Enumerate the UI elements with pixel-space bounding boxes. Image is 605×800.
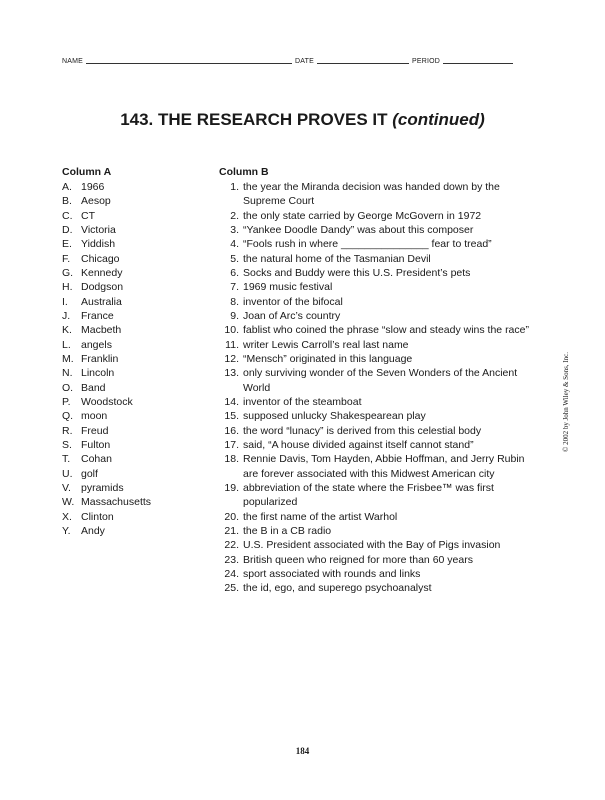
column-b-item xyxy=(219,295,529,309)
column-b-item xyxy=(219,581,529,595)
column-a-item xyxy=(62,438,151,452)
column-a-item xyxy=(62,252,151,266)
column-a-answer: Victoria xyxy=(81,223,116,236)
column-a-heading: Column A xyxy=(62,166,112,178)
column-a-answer: Yiddish xyxy=(81,238,116,251)
column-b-item xyxy=(219,223,529,237)
column-a-letter: X. xyxy=(62,510,72,523)
column-a-item xyxy=(62,381,151,395)
column-b-item xyxy=(219,366,529,395)
column-b-item xyxy=(219,481,529,510)
column-b-item xyxy=(219,209,529,223)
column-a-answer: Macbeth xyxy=(81,324,122,337)
column-b-clue: said, “A house divided against itself cannot stand” xyxy=(243,438,474,451)
column-b-clue: inventor of the bifocal xyxy=(243,295,343,308)
column-b-item xyxy=(219,237,529,251)
column-b-number: 5. xyxy=(230,252,239,265)
column-a-answer: Woodstock xyxy=(81,395,133,408)
column-b-number: 2. xyxy=(230,209,239,222)
column-a-item xyxy=(62,280,151,294)
column-b-item xyxy=(219,424,529,438)
column-a-answer: Clinton xyxy=(81,510,114,523)
column-a-letter: K. xyxy=(62,324,72,337)
column-a-item xyxy=(62,209,151,223)
column-b-clue: “Mensch” originated in this language xyxy=(243,352,413,365)
column-a-letter: P. xyxy=(62,395,71,408)
column-b-number: 20. xyxy=(224,510,239,523)
column-b-item xyxy=(219,510,529,524)
column-a-answer: Franklin xyxy=(81,352,119,365)
column-a-answer: Freud xyxy=(81,424,109,437)
column-b-number: 3. xyxy=(230,223,239,236)
column-b-number: 18. xyxy=(224,453,239,466)
column-b-number: 15. xyxy=(224,410,239,423)
title-main: 143. THE RESEARCH PROVES IT xyxy=(120,110,388,129)
date-field-line[interactable] xyxy=(317,56,409,64)
column-a-item xyxy=(62,481,151,495)
column-a-item xyxy=(62,309,151,323)
column-b-clue: the word “lunacy” is derived from this celestial body xyxy=(243,424,482,437)
column-b-number: 19. xyxy=(224,481,239,494)
column-a-letter: F. xyxy=(62,252,71,265)
column-b-clue: Socks and Buddy were this U.S. President’s pets xyxy=(243,266,471,279)
column-a-letter: C. xyxy=(62,209,73,222)
column-a-letter: S. xyxy=(62,438,72,451)
column-b-clue: “Yankee Doodle Dandy” was about this composer xyxy=(243,223,474,236)
column-b-clue: the id, ego, and superego psychoanalyst xyxy=(243,582,432,595)
column-a-letter: U. xyxy=(62,467,73,480)
column-b xyxy=(219,165,529,596)
column-b-clue: writer Lewis Carroll’s real last name xyxy=(243,338,409,351)
column-a-answer: Andy xyxy=(81,524,105,537)
column-b-item xyxy=(219,395,529,409)
column-a-letter: W. xyxy=(62,496,75,509)
column-b-number: 1. xyxy=(230,181,239,193)
column-b-clue: 1969 music festival xyxy=(243,281,333,294)
column-b-item xyxy=(219,438,529,452)
column-b-number: 22. xyxy=(224,539,239,552)
column-a-answer: golf xyxy=(81,467,98,480)
column-a-answer: Lincoln xyxy=(81,367,115,380)
column-b-item xyxy=(219,180,529,209)
column-b-number: 8. xyxy=(230,295,239,308)
column-a-letter: I. xyxy=(62,295,68,308)
column-a-item xyxy=(62,366,151,380)
column-b-item xyxy=(219,567,529,581)
column-b-number: 4. xyxy=(230,238,239,251)
column-b-number: 14. xyxy=(224,395,239,408)
column-b-number: 6. xyxy=(230,266,239,279)
column-a-item xyxy=(62,295,151,309)
column-a-answer: Kennedy xyxy=(81,266,123,279)
column-a-item xyxy=(62,223,151,237)
period-field-line[interactable] xyxy=(443,56,513,64)
column-a-answer: Band xyxy=(81,381,106,394)
column-a-answer: Fulton xyxy=(81,438,111,451)
column-a-letter: H. xyxy=(62,281,73,294)
column-a-item xyxy=(62,180,151,194)
column-a-item xyxy=(62,338,151,352)
column-b-clue: inventor of the steamboat xyxy=(243,395,362,408)
column-b-clue: fablist who coined the phrase “slow and steady wins the race” xyxy=(243,324,529,337)
column-b-item xyxy=(219,352,529,366)
column-b-item xyxy=(219,524,529,538)
column-a-item xyxy=(62,495,151,509)
column-b-clue: Rennie Davis, Tom Hayden, Abbie Hoffman, and Jerry Rubin are forever associated with this Midwest American city xyxy=(243,453,525,480)
column-a-letter: J. xyxy=(62,309,71,322)
column-a-letter: N. xyxy=(62,367,73,380)
column-a-item xyxy=(62,524,151,538)
column-a-letter: Y. xyxy=(62,524,71,537)
column-a-letter: L. xyxy=(62,338,71,351)
column-a-item xyxy=(62,424,151,438)
column-b-item xyxy=(219,309,529,323)
column-a-letter: B. xyxy=(62,195,72,208)
column-a-item xyxy=(62,510,151,524)
column-b-number: 12. xyxy=(224,352,239,365)
column-b-clue: the year the Miranda decision was handed down by the Supreme Court xyxy=(243,181,500,208)
column-a-answer: Cohan xyxy=(81,453,112,466)
column-b-clue: British queen who reigned for more than 60 years xyxy=(243,553,473,566)
column-b-item xyxy=(219,452,529,481)
column-b-number: 16. xyxy=(224,424,239,437)
column-a-item xyxy=(62,266,151,280)
column-a-item xyxy=(62,352,151,366)
column-a-item xyxy=(62,395,151,409)
column-b-number: 25. xyxy=(224,582,239,595)
column-a-item xyxy=(62,409,151,423)
page-title xyxy=(0,110,605,130)
column-a-letter: Q. xyxy=(62,410,74,423)
column-b-item xyxy=(219,538,529,552)
column-a-letter: G. xyxy=(62,266,74,279)
column-b-number: 21. xyxy=(224,524,239,537)
column-a-letter: T. xyxy=(62,453,71,466)
column-a-letter: R. xyxy=(62,424,73,437)
column-a-answer: France xyxy=(81,309,114,322)
column-b-clue: U.S. President associated with the Bay of Pigs invasion xyxy=(243,539,501,552)
column-b-item xyxy=(219,280,529,294)
column-b-number: 24. xyxy=(224,567,239,580)
column-a-item xyxy=(62,237,151,251)
column-b-clue: “Fools rush in where _______________ fear to tread” xyxy=(243,238,492,251)
column-b-number: 23. xyxy=(224,553,239,566)
column-b-item xyxy=(219,338,529,352)
column-a-letter: V. xyxy=(62,481,71,494)
column-b-clue: the natural home of the Tasmanian Devil xyxy=(243,252,431,265)
column-a-item xyxy=(62,467,151,481)
column-a-letter: M. xyxy=(62,352,74,365)
column-a-answer: Massachusetts xyxy=(81,496,152,509)
column-a-letter: A. xyxy=(62,181,72,193)
column-b-number: 17. xyxy=(224,438,239,451)
column-a-letter: E. xyxy=(62,238,72,251)
date-label: DATE xyxy=(295,58,314,65)
column-a-answer: CT xyxy=(81,209,95,222)
column-b-clue: Joan of Arc’s country xyxy=(243,309,341,322)
column-a-answer: pyramids xyxy=(81,481,124,494)
column-b-number: 9. xyxy=(230,309,239,322)
student-info-header xyxy=(62,56,532,65)
copyright-notice: © 2002 by John Wiley & Sons, Inc. xyxy=(562,352,570,452)
column-a-answer: Dodgson xyxy=(81,281,124,294)
column-a-letter: D. xyxy=(62,223,73,236)
column-a-answer: Aesop xyxy=(81,195,111,208)
column-b-clue: the B in a CB radio xyxy=(243,524,332,537)
column-b-item xyxy=(219,266,529,280)
column-a-answer: Chicago xyxy=(81,252,120,265)
column-b-number: 10. xyxy=(224,324,239,337)
column-a-answer: 1966 xyxy=(81,181,105,193)
column-b-item xyxy=(219,252,529,266)
column-b-clue: sport associated with rounds and links xyxy=(243,567,421,580)
column-b-clue: the only state carried by George McGovern in 1972 xyxy=(243,209,482,222)
column-a xyxy=(62,165,151,538)
column-b-number: 11. xyxy=(225,338,239,351)
column-a-letter: O. xyxy=(62,381,74,394)
column-a-answer: Australia xyxy=(81,295,122,308)
name-field-line[interactable] xyxy=(86,56,292,64)
column-b-number: 7. xyxy=(230,281,239,294)
column-a-answer: moon xyxy=(81,410,108,423)
column-b-clue: supposed unlucky Shakespearean play xyxy=(243,410,426,423)
column-b-clue: abbreviation of the state where the Frisbee™ was first popularized xyxy=(243,481,494,509)
name-label: NAME xyxy=(62,58,84,65)
column-b-clue: only surviving wonder of the Seven Wonders of the Ancient World xyxy=(243,367,518,394)
column-a-item xyxy=(62,194,151,208)
title-continued: (continued) xyxy=(392,110,485,129)
page-number: 184 xyxy=(295,746,310,756)
column-b-number: 13. xyxy=(224,367,239,380)
period-label: PERIOD xyxy=(411,58,441,65)
column-a-answer: angels xyxy=(81,338,112,351)
column-a-item xyxy=(62,452,151,466)
column-b-heading: Column B xyxy=(219,166,269,178)
column-b-item xyxy=(219,409,529,423)
column-a-item xyxy=(62,323,151,337)
column-b-item xyxy=(219,553,529,567)
column-b-clue: the first name of the artist Warhol xyxy=(243,510,398,523)
column-b-item xyxy=(219,323,529,337)
